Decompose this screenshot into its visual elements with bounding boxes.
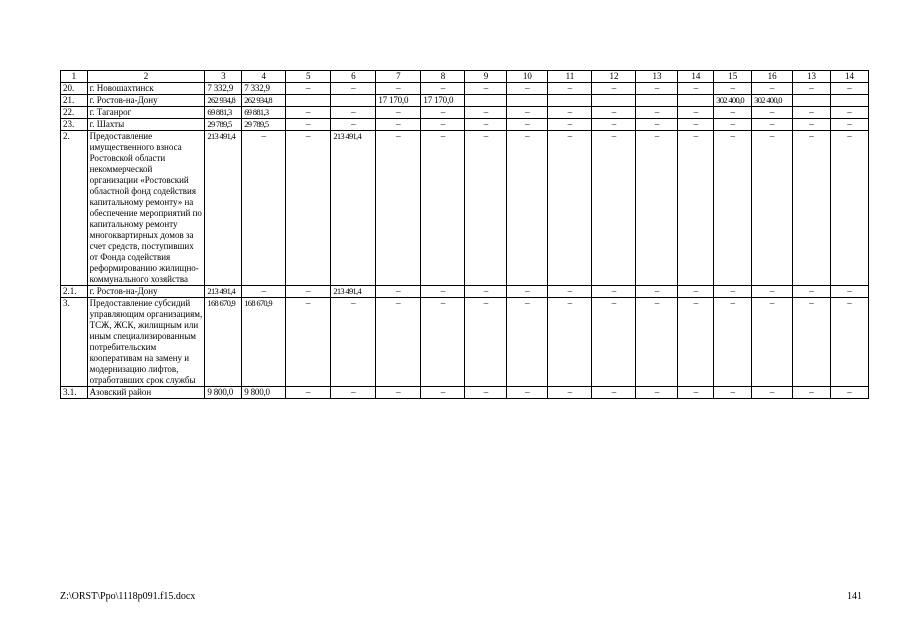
table-row: [61, 107, 869, 119]
value-cell: –: [592, 131, 636, 286]
value-cell: –: [831, 298, 869, 387]
row-name-cell: г. Таганрог: [87, 107, 205, 119]
value-cell: –: [465, 107, 507, 119]
value-cell: 69 881,3: [242, 107, 286, 119]
value-cell: –: [831, 387, 869, 399]
column-number-header: 13: [636, 71, 678, 83]
table-row: [61, 83, 869, 95]
column-number-header: 2: [87, 71, 205, 83]
value-cell: –: [286, 107, 331, 119]
value-cell: 69 881,3: [205, 107, 242, 119]
value-cell: –: [548, 107, 592, 119]
value-cell: 168 670,9: [205, 298, 242, 387]
value-cell: –: [242, 286, 286, 298]
table-row: [61, 131, 869, 286]
column-number-header: 16: [752, 71, 793, 83]
value-cell: [548, 95, 592, 107]
row-name-cell: Предоставление имущественного взноса Ростовской области некоммерческой организации «Ростовский областной фонд содействия капитальному ремонту» на обеспечение мероприятий по капитальному ремонту многоквартирных домов за счет средств, поступивших от Фонда содействия реформированию жилищно-коммунального хозяйства: [87, 131, 205, 286]
budget-table-section: [60, 70, 869, 399]
value-cell: –: [636, 131, 678, 286]
value-cell: –: [286, 83, 331, 95]
value-cell: [831, 95, 869, 107]
row-number-cell: 2.: [61, 131, 88, 286]
row-name-cell: г. Ростов-на-Дону: [87, 95, 205, 107]
table-row: [61, 119, 869, 131]
value-cell: –: [507, 119, 548, 131]
value-cell: –: [636, 107, 678, 119]
row-name-cell: г. Новошахтинск: [87, 83, 205, 95]
value-cell: [592, 95, 636, 107]
value-cell: [286, 95, 331, 107]
value-cell: –: [752, 83, 793, 95]
value-cell: –: [636, 119, 678, 131]
column-number-header: 4: [242, 71, 286, 83]
value-cell: 213 491,4: [331, 131, 376, 286]
value-cell: –: [678, 286, 714, 298]
value-cell: –: [548, 131, 592, 286]
value-cell: [793, 95, 831, 107]
value-cell: –: [793, 387, 831, 399]
row-name-cell: г. Ростов-на-Дону: [87, 286, 205, 298]
value-cell: –: [465, 298, 507, 387]
value-cell: –: [376, 298, 421, 387]
row-name-cell: г. Шахты: [87, 119, 205, 131]
row-number-cell: 21.: [61, 95, 88, 107]
value-cell: –: [678, 119, 714, 131]
value-cell: –: [752, 131, 793, 286]
document-file-path: Z:\ORST\Ppo\1118p091.f15.docx: [60, 591, 196, 602]
value-cell: –: [793, 131, 831, 286]
value-cell: –: [714, 387, 752, 399]
value-cell: [465, 95, 507, 107]
value-cell: –: [752, 298, 793, 387]
value-cell: 168 670,9: [242, 298, 286, 387]
value-cell: –: [678, 83, 714, 95]
column-number-header: 12: [592, 71, 636, 83]
row-name-cell: Азовский район: [87, 387, 205, 399]
value-cell: –: [752, 387, 793, 399]
value-cell: –: [793, 119, 831, 131]
value-cell: –: [286, 286, 331, 298]
value-cell: –: [507, 387, 548, 399]
row-number-cell: 3.1.: [61, 387, 88, 399]
value-cell: –: [507, 286, 548, 298]
value-cell: –: [592, 298, 636, 387]
column-number-header: 9: [465, 71, 507, 83]
value-cell: –: [421, 387, 465, 399]
table-row: [61, 387, 869, 399]
value-cell: –: [636, 83, 678, 95]
column-number-header: 7: [376, 71, 421, 83]
value-cell: –: [793, 83, 831, 95]
value-cell: 7 332,9: [242, 83, 286, 95]
column-number-header: 8: [421, 71, 465, 83]
column-number-header: 3: [205, 71, 242, 83]
value-cell: –: [465, 83, 507, 95]
column-number-header: 5: [286, 71, 331, 83]
value-cell: –: [831, 119, 869, 131]
value-cell: –: [548, 298, 592, 387]
value-cell: –: [242, 131, 286, 286]
value-cell: –: [752, 119, 793, 131]
value-cell: –: [286, 298, 331, 387]
value-cell: 213 491,4: [205, 131, 242, 286]
value-cell: –: [507, 298, 548, 387]
value-cell: –: [376, 83, 421, 95]
column-number-header: 1: [61, 71, 88, 83]
value-cell: 17 170,0: [421, 95, 465, 107]
value-cell: –: [548, 286, 592, 298]
value-cell: 213 491,4: [331, 286, 376, 298]
value-cell: –: [831, 83, 869, 95]
value-cell: –: [421, 298, 465, 387]
value-cell: –: [376, 286, 421, 298]
column-number-header: 14: [678, 71, 714, 83]
row-number-cell: 23.: [61, 119, 88, 131]
table-row: [61, 95, 869, 107]
value-cell: [507, 95, 548, 107]
budget-table: [60, 70, 869, 399]
value-cell: [636, 95, 678, 107]
value-cell: –: [286, 131, 331, 286]
value-cell: –: [831, 107, 869, 119]
value-cell: –: [678, 131, 714, 286]
value-cell: –: [678, 387, 714, 399]
value-cell: –: [793, 286, 831, 298]
value-cell: –: [421, 119, 465, 131]
value-cell: –: [678, 298, 714, 387]
value-cell: –: [376, 131, 421, 286]
value-cell: 29 789,5: [242, 119, 286, 131]
value-cell: –: [465, 119, 507, 131]
value-cell: –: [376, 107, 421, 119]
value-cell: –: [421, 107, 465, 119]
column-number-header: 14: [831, 71, 869, 83]
value-cell: 9 800,0: [205, 387, 242, 399]
value-cell: –: [331, 298, 376, 387]
row-number-cell: 2.1.: [61, 286, 88, 298]
value-cell: –: [507, 107, 548, 119]
value-cell: –: [507, 83, 548, 95]
value-cell: –: [636, 286, 678, 298]
value-cell: –: [421, 131, 465, 286]
column-number-header: 13: [793, 71, 831, 83]
value-cell: –: [592, 83, 636, 95]
row-name-cell: Предоставление субсидий управляющим организациям, ТСЖ, ЖСК, жилищным или иным специализированным потребительским кооперативам на замену и модернизацию лифтов, отработавших срок службы: [87, 298, 205, 387]
value-cell: 262 934,8: [242, 95, 286, 107]
column-number-header: 15: [714, 71, 752, 83]
value-cell: –: [376, 387, 421, 399]
value-cell: –: [714, 119, 752, 131]
value-cell: –: [592, 286, 636, 298]
value-cell: –: [465, 387, 507, 399]
value-cell: –: [752, 286, 793, 298]
value-cell: –: [831, 131, 869, 286]
table-header-row: [61, 71, 869, 83]
table-row: [61, 298, 869, 387]
value-cell: –: [793, 298, 831, 387]
value-cell: [678, 95, 714, 107]
value-cell: –: [465, 286, 507, 298]
value-cell: –: [548, 387, 592, 399]
row-number-cell: 22.: [61, 107, 88, 119]
value-cell: –: [507, 131, 548, 286]
value-cell: –: [831, 286, 869, 298]
value-cell: –: [286, 119, 331, 131]
row-number-cell: 3.: [61, 298, 88, 387]
value-cell: –: [592, 107, 636, 119]
value-cell: –: [286, 387, 331, 399]
value-cell: –: [714, 286, 752, 298]
value-cell: –: [421, 286, 465, 298]
value-cell: –: [793, 107, 831, 119]
value-cell: –: [714, 83, 752, 95]
value-cell: [331, 95, 376, 107]
value-cell: –: [714, 107, 752, 119]
value-cell: 9 800,0: [242, 387, 286, 399]
value-cell: –: [376, 119, 421, 131]
value-cell: –: [331, 387, 376, 399]
value-cell: –: [714, 131, 752, 286]
value-cell: –: [548, 83, 592, 95]
row-number-cell: 20.: [61, 83, 88, 95]
value-cell: –: [636, 298, 678, 387]
value-cell: –: [592, 119, 636, 131]
column-number-header: 6: [331, 71, 376, 83]
value-cell: 302 400,0: [714, 95, 752, 107]
value-cell: –: [331, 107, 376, 119]
value-cell: –: [548, 119, 592, 131]
value-cell: 29 789,5: [205, 119, 242, 131]
value-cell: 7 332,9: [205, 83, 242, 95]
value-cell: –: [331, 119, 376, 131]
value-cell: –: [592, 387, 636, 399]
value-cell: –: [421, 83, 465, 95]
page-number: 141: [847, 591, 862, 602]
value-cell: –: [752, 107, 793, 119]
value-cell: –: [714, 298, 752, 387]
value-cell: –: [678, 107, 714, 119]
column-number-header: 10: [507, 71, 548, 83]
value-cell: –: [331, 83, 376, 95]
table-row: [61, 286, 869, 298]
value-cell: –: [465, 131, 507, 286]
value-cell: 17 170,0: [376, 95, 421, 107]
value-cell: 213 491,4: [205, 286, 242, 298]
value-cell: –: [636, 387, 678, 399]
column-number-header: 11: [548, 71, 592, 83]
value-cell: 262 934,8: [205, 95, 242, 107]
value-cell: 302 400,0: [752, 95, 793, 107]
